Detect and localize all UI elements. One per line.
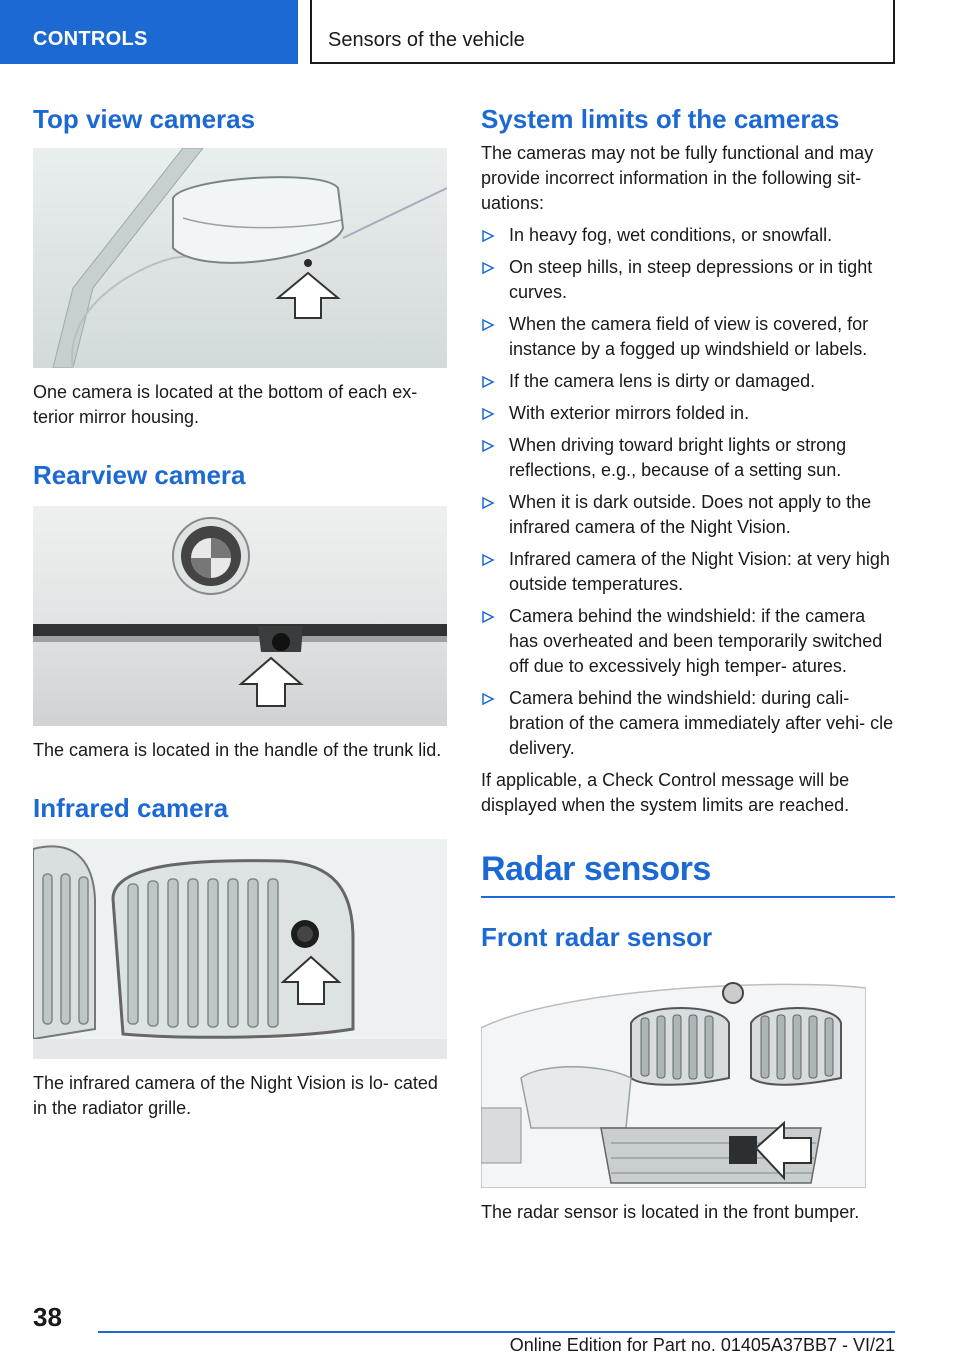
list-item: When it is dark outside. Does not apply to the infrared camera of the Night Vision. bbox=[481, 490, 895, 540]
front-radar-illustration bbox=[481, 968, 866, 1188]
bullet-triangle-icon bbox=[481, 553, 495, 567]
list-item: With exterior mirrors folded in. bbox=[481, 401, 895, 426]
page-number: 38 bbox=[33, 1302, 62, 1332]
top-view-heading: Top view cameras bbox=[33, 104, 256, 134]
system-limits-outro: If applicable, a Check Control message will be displayed when the system limits are reached. bbox=[481, 770, 850, 815]
right-column bbox=[481, 100, 895, 1225]
bullet-triangle-icon bbox=[481, 496, 495, 510]
chapter-label: Sensors of the vehicle bbox=[328, 29, 525, 51]
list-item: On steep hills, in steep depressions or in tight curves. bbox=[481, 255, 895, 305]
footer-rule bbox=[98, 1331, 895, 1333]
grille-camera-illustration bbox=[33, 839, 447, 1059]
top-view-caption: One camera is located at the bottom of each ex- terior mirror housing. bbox=[33, 382, 418, 427]
rearview-heading: Rearview camera bbox=[33, 460, 246, 490]
left-column bbox=[33, 100, 447, 1121]
bullet-triangle-icon bbox=[481, 261, 495, 275]
system-limits-list bbox=[481, 223, 895, 761]
radar-sensors-heading: Radar sensors bbox=[481, 850, 711, 888]
list-item: Infrared camera of the Night Vision: at very high outside temperatures. bbox=[481, 547, 895, 597]
system-limits-heading: System limits of the cameras bbox=[481, 104, 840, 134]
list-item: When driving toward bright lights or strong reflections, e.g., because of a setting sun. bbox=[481, 433, 895, 483]
bullet-triangle-icon bbox=[481, 407, 495, 421]
system-limits-intro: The cameras may not be fully functional and may provide incorrect information in the following sit- uations: bbox=[481, 143, 874, 213]
section-tab bbox=[0, 0, 298, 64]
mirror-camera-illustration bbox=[33, 148, 447, 368]
list-item: When the camera field of view is covered, for instance by a fogged up windshield or labels. bbox=[481, 312, 895, 362]
infrared-caption: The infrared camera of the Night Vision is lo- cated in the radiator grille. bbox=[33, 1073, 438, 1118]
bullet-triangle-icon bbox=[481, 439, 495, 453]
section-label: CONTROLS bbox=[33, 28, 148, 50]
list-item: Camera behind the windshield: if the camera has overheated and been temporarily switched off due to excessively high temper- atures. bbox=[481, 604, 895, 679]
list-item: If the camera lens is dirty or damaged. bbox=[481, 369, 895, 394]
chapter-tab bbox=[310, 0, 895, 64]
bullet-triangle-icon bbox=[481, 692, 495, 706]
rearview-caption: The camera is located in the handle of the trunk lid. bbox=[33, 740, 442, 760]
list-item: In heavy fog, wet conditions, or snowfall. bbox=[481, 223, 895, 248]
bullet-triangle-icon bbox=[481, 375, 495, 389]
heading-rule bbox=[481, 896, 895, 898]
bullet-triangle-icon bbox=[481, 610, 495, 624]
bullet-triangle-icon bbox=[481, 229, 495, 243]
edition-text: Online Edition for Part no. 01405A37BB7 - VI/21 bbox=[509, 1335, 895, 1355]
infrared-heading: Infrared camera bbox=[33, 793, 229, 823]
bullet-triangle-icon bbox=[481, 318, 495, 332]
front-radar-caption: The radar sensor is located in the front bumper. bbox=[481, 1202, 860, 1222]
list-item: Camera behind the windshield: during cali- bration of the camera immediately after vehi- cle delivery. bbox=[481, 686, 895, 761]
front-radar-heading: Front radar sensor bbox=[481, 922, 713, 952]
trunk-camera-illustration bbox=[33, 506, 447, 726]
